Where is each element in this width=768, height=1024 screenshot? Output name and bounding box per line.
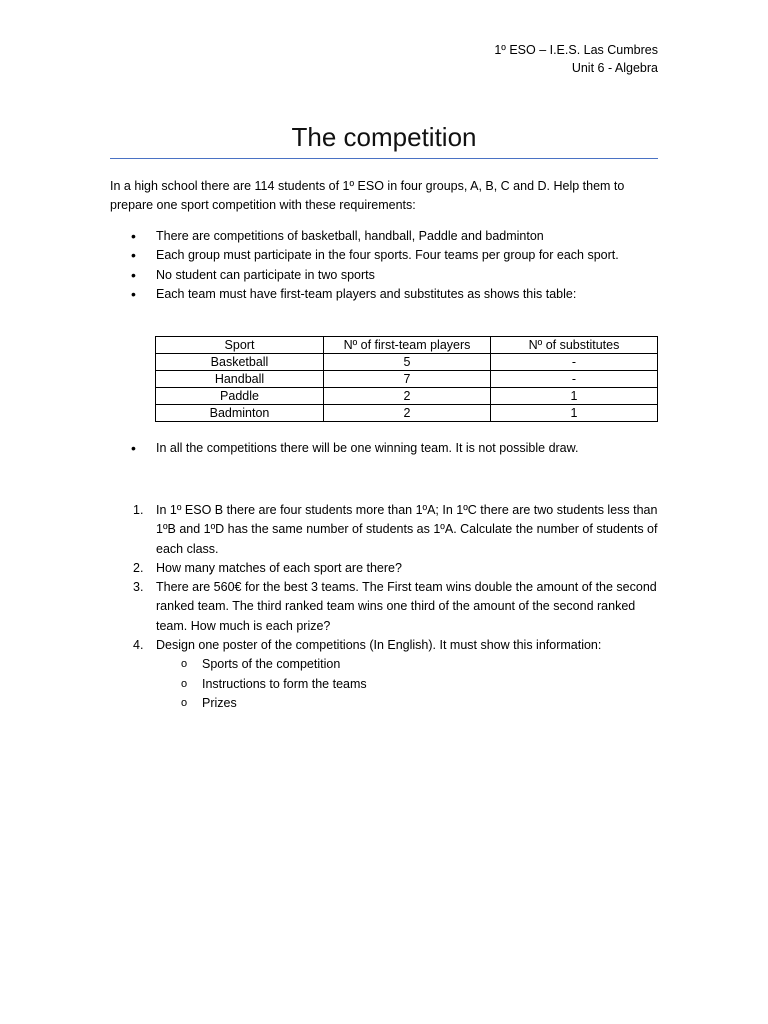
intro-paragraph: In a high school there are 114 students of 1º ESO in four groups, A, B, C and D. Help them to prepare one sport competition with these requirements: [110,179,625,213]
page-title: The competition [291,122,477,152]
question-number: 1. [133,503,144,517]
header-unit: Unit 6 - Algebra [571,61,658,75]
circle-bullet-icon: o [181,658,188,671]
poster-info-list [156,655,658,713]
poster-info-text: Prizes [202,695,237,710]
table-cell: 1 [491,405,658,422]
table-cell: Handball [156,371,324,388]
requirement-item: • Each group must participate in the four sports. Four teams per group for each sport. [110,246,658,265]
table-cell: Basketball [156,354,324,371]
table-cell: 2 [324,388,491,405]
circle-bullet-icon: o [181,677,188,690]
question-item [110,636,658,713]
table-cell: Badminton [156,405,324,422]
question-number: 3. [133,580,144,595]
column-header-substitutes: Nº of substitutes [491,337,658,354]
winner-note: • In all the competitions there will be one winning team. It is not possible draw. [110,439,658,458]
title-underline [110,158,658,159]
table-row [156,371,658,388]
table-header-row [156,337,658,354]
question-text: Design one poster of the competitions (In English). It must show this information: [156,638,602,653]
question-item [110,559,658,578]
table-cell: - [491,371,658,388]
table-cell: - [491,354,658,371]
table-row [156,405,658,422]
header-course: 1º ESO – I.E.S. Las Cumbres [494,43,658,57]
question-item [110,578,658,636]
question-number: 4. [133,638,144,653]
requirements-list [110,227,658,304]
question-number: 2. [133,560,144,575]
poster-info-item [156,675,658,694]
table-cell: 2 [324,405,491,422]
page-header [494,41,658,77]
players-table [155,336,658,422]
requirement-item: • Each team must have first-team players and substitutes as shows this table: [110,285,658,304]
poster-info-item [156,655,658,674]
table-row [156,388,658,405]
question-text: There are 560€ for the best 3 teams. The First team wins double the amount of the second ranked team. The third ranked team wins one third of the amount of the second ranked team. How much is each prize? [156,580,657,633]
winner-note-list [110,439,658,458]
table-cell: 5 [324,354,491,371]
requirement-item: • No student can participate in two sports [110,266,658,285]
question-text: How many matches of each sport are there? [156,560,402,575]
column-header-first-team: Nº of first-team players [324,337,491,354]
table-cell: 7 [324,371,491,388]
poster-info-item [156,694,658,713]
question-text: In 1º ESO B there are four students more than 1ºA; In 1ºC there are two students less than 1ºB and 1ºD has the same number of students as 1ºA. Calculate the number of students of each class. [156,503,658,556]
circle-bullet-icon: o [181,696,188,709]
table-cell: Paddle [156,388,324,405]
requirement-item: • There are competitions of basketball, handball, Paddle and badminton [110,227,658,246]
question-item [110,501,658,559]
questions-list [110,501,658,713]
table-cell: 1 [491,388,658,405]
poster-info-text: Instructions to form the teams [202,676,367,691]
table-row [156,354,658,371]
column-header-sport: Sport [156,337,324,354]
poster-info-text: Sports of the competition [202,657,341,672]
